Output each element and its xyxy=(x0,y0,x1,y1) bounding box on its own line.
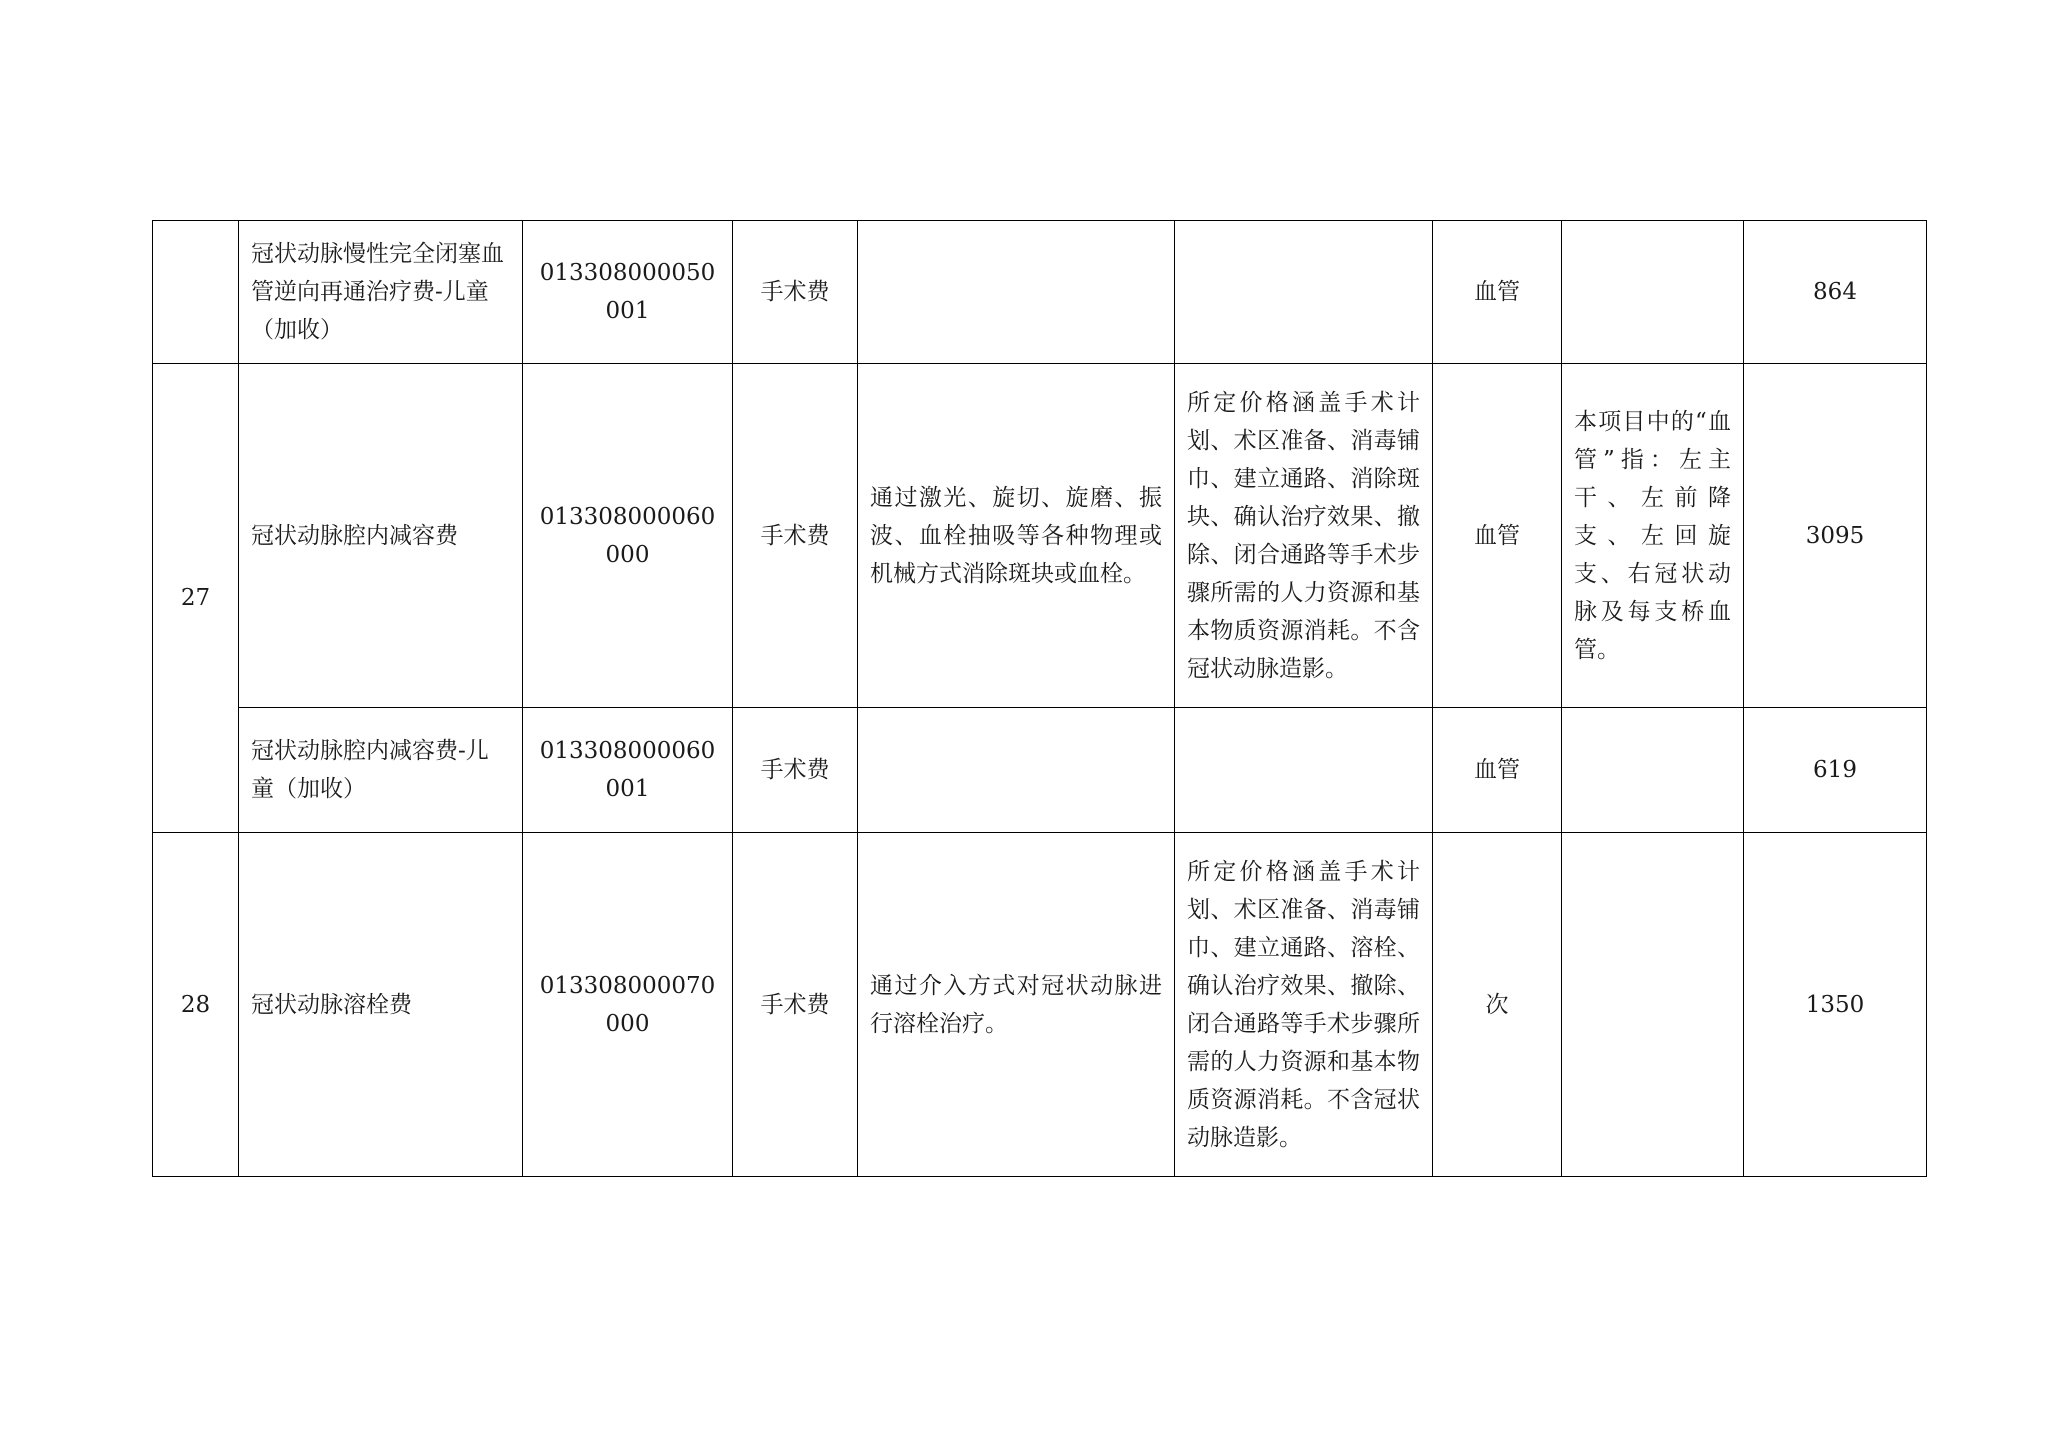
price-scope-cell xyxy=(1175,708,1433,833)
fee-category-cell: 手术费 xyxy=(733,364,858,708)
price-cell: 619 xyxy=(1744,708,1927,833)
fee-category-cell: 手术费 xyxy=(733,833,858,1177)
item-code-cell: 013308000050001 xyxy=(523,221,733,364)
service-content-cell: 通过介入方式对冠状动脉进行溶栓治疗。 xyxy=(858,833,1175,1177)
service-content-cell xyxy=(858,708,1175,833)
price-scope-cell xyxy=(1175,221,1433,364)
fee-category-cell: 手术费 xyxy=(733,221,858,364)
note-cell xyxy=(1562,708,1744,833)
note-cell xyxy=(1562,221,1744,364)
item-code-cell: 013308000070000 xyxy=(523,833,733,1177)
table-row xyxy=(153,833,1927,1177)
table-row xyxy=(153,708,1927,833)
item-code-cell: 013308000060001 xyxy=(523,708,733,833)
item-name-cell: 冠状动脉慢性完全闭塞血管逆向再通治疗费-儿童（加收） xyxy=(239,221,523,364)
pricing-unit-cell: 血管 xyxy=(1433,221,1562,364)
price-scope-cell: 所定价格涵盖手术计划、术区准备、消毒铺巾、建立通路、消除斑块、确认治疗效果、撤除、闭合通路等手术步骤所需的人力资源和基本物质资源消耗。不含冠状动脉造影。 xyxy=(1175,364,1433,708)
price-table xyxy=(152,220,1927,1177)
seq-cell: 27 xyxy=(153,364,239,833)
pricing-unit-cell: 血管 xyxy=(1433,364,1562,708)
item-name-cell: 冠状动脉溶栓费 xyxy=(239,833,523,1177)
pricing-unit-cell: 次 xyxy=(1433,833,1562,1177)
fee-category-cell: 手术费 xyxy=(733,708,858,833)
note-cell: 本项目中的“血管”指：左主干、左前降支、左回旋支、右冠状动脉及每支桥血管。 xyxy=(1562,364,1744,708)
table-row xyxy=(153,364,1927,708)
service-content-cell: 通过激光、旋切、旋磨、振波、血栓抽吸等各种物理或机械方式消除斑块或血栓。 xyxy=(858,364,1175,708)
seq-cell: 28 xyxy=(153,833,239,1177)
price-cell: 3095 xyxy=(1744,364,1927,708)
price-scope-cell: 所定价格涵盖手术计划、术区准备、消毒铺巾、建立通路、溶栓、确认治疗效果、撤除、闭合通路等手术步骤所需的人力资源和基本物质资源消耗。不含冠状动脉造影。 xyxy=(1175,833,1433,1177)
pricing-unit-cell: 血管 xyxy=(1433,708,1562,833)
item-name-cell: 冠状动脉腔内减容费-儿童（加收） xyxy=(239,708,523,833)
price-cell: 864 xyxy=(1744,221,1927,364)
seq-cell xyxy=(153,221,239,364)
table-row xyxy=(153,221,1927,364)
note-cell xyxy=(1562,833,1744,1177)
item-name-cell: 冠状动脉腔内减容费 xyxy=(239,364,523,708)
item-code-cell: 013308000060000 xyxy=(523,364,733,708)
price-cell: 1350 xyxy=(1744,833,1927,1177)
service-content-cell xyxy=(858,221,1175,364)
